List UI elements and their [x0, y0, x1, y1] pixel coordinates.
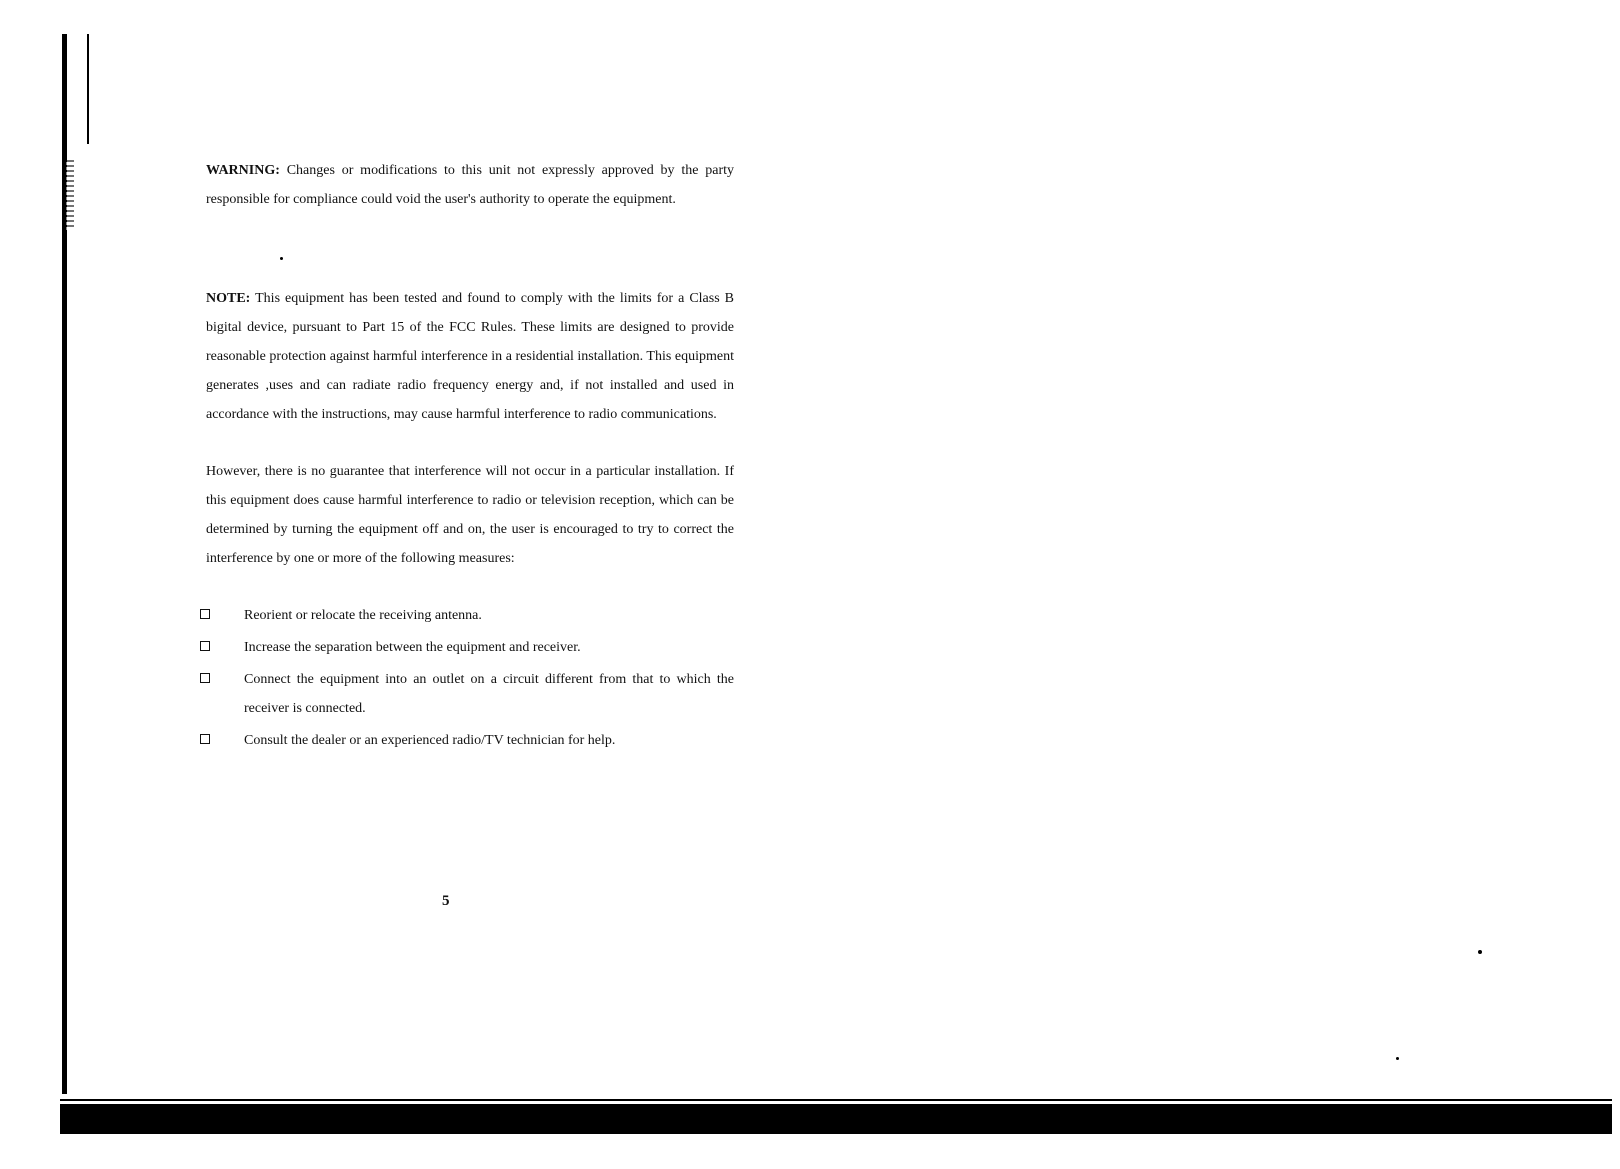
however-paragraph: However, there is no guarantee that interference will not occur in a particular installation. If this equipment does cause harmful interference to radio or television reception, which can be determined by turning the equipment off and on, the user is encouraged to try to correct the interference by one or more of the following measures: [206, 464, 734, 566]
bottom-edge-shadow [60, 1104, 1612, 1134]
bottom-edge-line [60, 1099, 1612, 1101]
list-item [200, 601, 734, 630]
checkbox-bullet-icon [200, 641, 210, 651]
scan-noise [66, 160, 74, 230]
measure-text: Consult the dealer or an experienced radio/TV technician for help. [244, 733, 616, 748]
list-item [200, 726, 734, 755]
page-number: 5 [442, 893, 450, 909]
measure-text: Reorient or relocate the receiving antenna. [244, 608, 482, 623]
note-text: This equipment has been tested and found to comply with the limits for a Class B bigital device, pursuant to Part 15 of the FCC Rules. These limits are designed to provide reasonable protection against harmful interference in a residential installation. This equipment generates ,uses and can radiate radio frequency energy and, if not installed and used in accordance with the instructions, may cause harmful interference to radio communications. [206, 291, 735, 422]
checkbox-bullet-icon [200, 673, 210, 683]
scan-speck [1396, 1057, 1399, 1060]
measure-text: Connect the equipment into an outlet on a circuit different from that to which the receiver is connected. [244, 672, 734, 716]
list-item [200, 665, 734, 723]
scan-speck [280, 257, 283, 260]
warning-paragraph [206, 156, 734, 214]
checkbox-bullet-icon [200, 609, 210, 619]
measure-text: Increase the separation between the equipment and receiver. [244, 640, 581, 655]
list-item [200, 633, 734, 662]
binding-edge-line [87, 34, 89, 144]
checkbox-bullet-icon [200, 734, 210, 744]
note-lead: NOTE: [206, 291, 251, 306]
warning-text: Changes or modifications to this unit not expressly approved by the party responsible for compliance could void the user's authority to operate the equipment. [206, 163, 735, 207]
note-paragraph [206, 284, 734, 429]
fcc-statement [206, 156, 734, 758]
measures-list [200, 601, 734, 755]
scan-speck [1478, 950, 1482, 954]
warning-lead: WARNING: [206, 163, 280, 178]
